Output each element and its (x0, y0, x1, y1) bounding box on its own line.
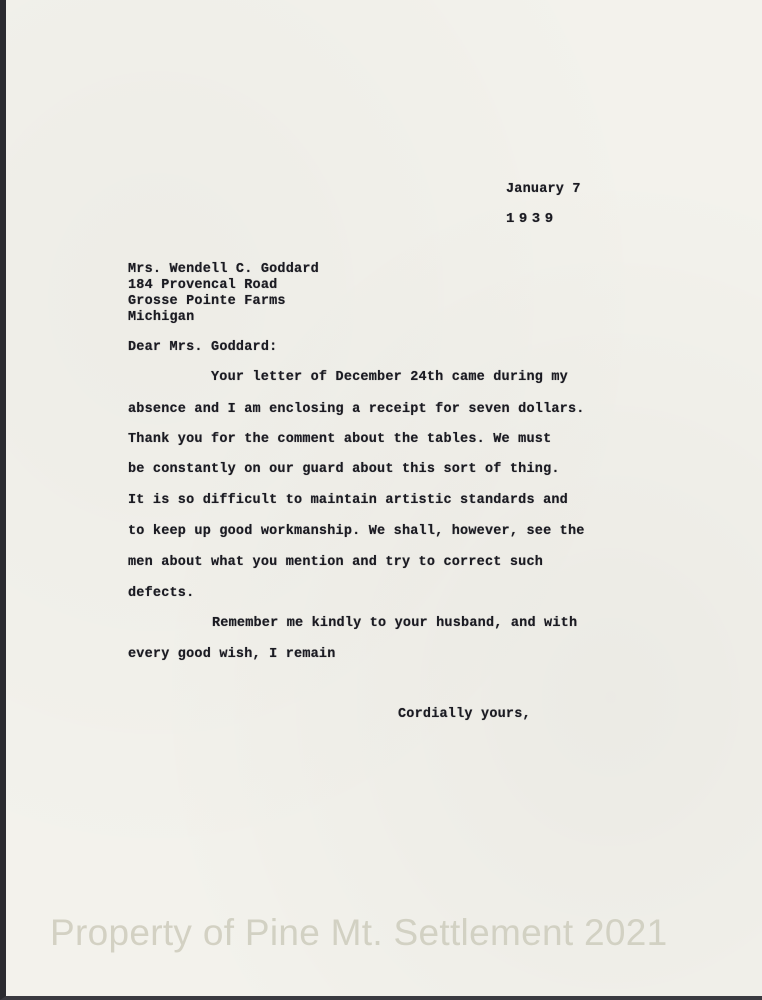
recipient-name: Mrs. Wendell C. Goddard (128, 262, 319, 277)
recipient-city: Grosse Pointe Farms (128, 294, 286, 309)
body-line: defects. (128, 586, 195, 601)
letter-year: 1939 (506, 211, 558, 227)
body-line: Your letter of December 24th came during my (211, 370, 568, 385)
body-line: It is so difficult to maintain artistic standards and (128, 493, 568, 508)
body-line: be constantly on our guard about this sort of thing. (128, 462, 560, 477)
body-line: Thank you for the comment about the tables. We must (128, 432, 552, 447)
body-line: men about what you mention and try to correct such (128, 555, 544, 570)
letter-date: January 7 (506, 182, 581, 197)
closing: Cordially yours, (398, 707, 531, 722)
body-line: absence and I am enclosing a receipt for seven dollars. (128, 402, 585, 417)
salutation: Dear Mrs. Goddard: (128, 340, 278, 355)
body-line: Remember me kindly to your husband, and with (212, 616, 578, 631)
watermark: Property of Pine Mt. Settlement 2021 (50, 912, 668, 953)
body-line: to keep up good workmanship. We shall, however, see the (128, 524, 585, 539)
recipient-state: Michigan (128, 310, 195, 325)
recipient-street: 184 Provencal Road (128, 278, 278, 293)
body-line: every good wish, I remain (128, 647, 336, 662)
